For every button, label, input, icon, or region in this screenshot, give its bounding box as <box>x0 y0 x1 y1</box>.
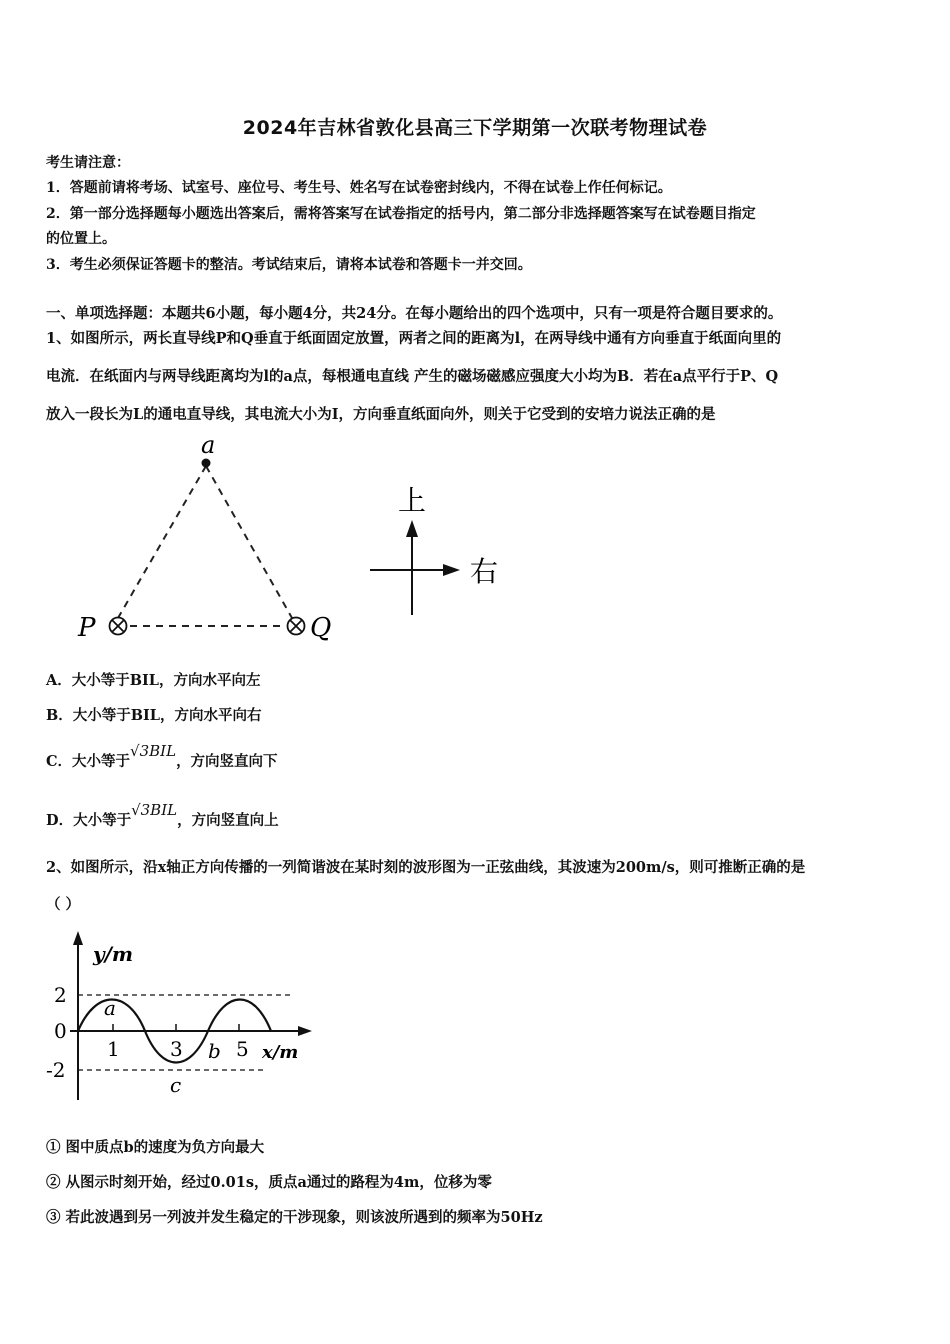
x-axis-arrow-icon <box>298 1026 312 1036</box>
x-axis-label: x/m <box>262 1042 299 1063</box>
option-b: B．大小等于BIL，方向水平向右 <box>46 707 262 724</box>
wire-p-cross-icon <box>110 618 127 635</box>
x-tick-label-3: 3 <box>170 1037 183 1061</box>
label-right: 右 <box>470 555 499 588</box>
point-b-label: b <box>208 1039 221 1063</box>
up-arrow-icon <box>406 520 418 537</box>
q1-line-1: 1、如图所示，两长直导线P和Q垂直于纸面固定放置，两者之间的距离为l，在两导线中通有方向垂直于纸面向里的 <box>46 330 782 347</box>
notice-item-1: 1．答题前请将考场、试室号、座位号、考生号、姓名写在试卷密封线内，不得在试卷上作任何标记。 <box>46 180 672 196</box>
option-c-prefix: C．大小等于 <box>46 753 131 770</box>
wire-q-cross-icon <box>288 618 305 635</box>
right-arrow-icon <box>443 564 460 576</box>
option-c <box>46 742 278 771</box>
y-tick-0: 0 <box>54 1019 67 1043</box>
y-tick-neg2: -2 <box>46 1058 66 1082</box>
option-d-sqrt-expr: √3BIL <box>131 801 178 819</box>
option-d-prefix: D．大小等于 <box>46 812 132 829</box>
notice-heading: 考生请注意： <box>46 155 130 171</box>
q1-line-3: 放入一段长为L的通电直导线，其电流大小为I，方向垂直纸面向外，则关于它受到的安培力说法正确的是 <box>46 406 716 423</box>
label-up: 上 <box>398 484 427 517</box>
option-a: A．大小等于BIL，方向水平向左 <box>46 672 261 689</box>
option-d <box>46 801 279 830</box>
section-1-heading: 一、单项选择题：本题共6小题，每小题4分，共24分。在每小题给出的四个选项中，只有一项是符合题目要求的。 <box>46 305 783 322</box>
direction-indicator <box>365 475 510 620</box>
notice-item-2-cont: 的位置上。 <box>46 231 116 247</box>
x-tick-label-1: 1 <box>107 1037 120 1061</box>
notice-item-2: 2．第一部分选择题每小题选出答案后，需将答案写在试卷指定的括号内，第二部分非选择题答案写在试卷题目指定 <box>46 206 756 222</box>
label-q: Q <box>310 613 332 643</box>
notice-item-3: 3．考生必须保证答题卡的整洁。考试结束后，请将本试卷和答题卡一并交回。 <box>46 257 532 273</box>
point-c-label: c <box>170 1073 182 1097</box>
option-c-suffix: ，方向竖直向下 <box>176 753 278 770</box>
point-a-dot <box>202 459 211 468</box>
point-a-label: a <box>104 996 116 1020</box>
y-axis-arrow-icon <box>73 931 83 945</box>
q2-wave-graph <box>40 925 320 1105</box>
label-a: a <box>201 431 216 459</box>
q1-triangle-figure <box>60 430 360 650</box>
q2-statement-3: ③ 若此波遇到另一列波并发生稳定的干涉现象，则该波所遇到的频率为50Hz <box>46 1209 543 1226</box>
dashed-line-ap <box>118 466 206 618</box>
q2-statement-2: ② 从图示时刻开始，经过0.01s，质点a通过的路程为4m，位移为零 <box>46 1174 492 1191</box>
label-p: P <box>78 613 96 643</box>
dashed-line-aq <box>206 466 292 618</box>
q2-line-2: （ ） <box>46 896 81 913</box>
option-c-sqrt-expr: √3BIL <box>130 742 177 760</box>
q1-line-2: 电流．在纸面内与两导线距离均为l的a点，每根通电直线 产生的磁场磁感应强度大小均为B．若在a点平行于P、Q <box>46 368 779 385</box>
q2-statement-1: ① 图中质点b的速度为负方向最大 <box>46 1139 265 1156</box>
option-d-suffix: ，方向竖直向上 <box>177 812 279 829</box>
exam-title: 2024年吉林省敦化县高三下学期第一次联考物理试卷 <box>242 117 708 139</box>
x-tick-label-5: 5 <box>236 1037 249 1061</box>
y-tick-2: 2 <box>54 983 67 1007</box>
q2-line-1: 2、如图所示，沿x轴正方向传播的一列简谐波在某时刻的波形图为一正弦曲线，其波速为200m/s，则可推断正确的是 <box>46 859 806 876</box>
y-axis-label: y/m <box>93 942 134 966</box>
